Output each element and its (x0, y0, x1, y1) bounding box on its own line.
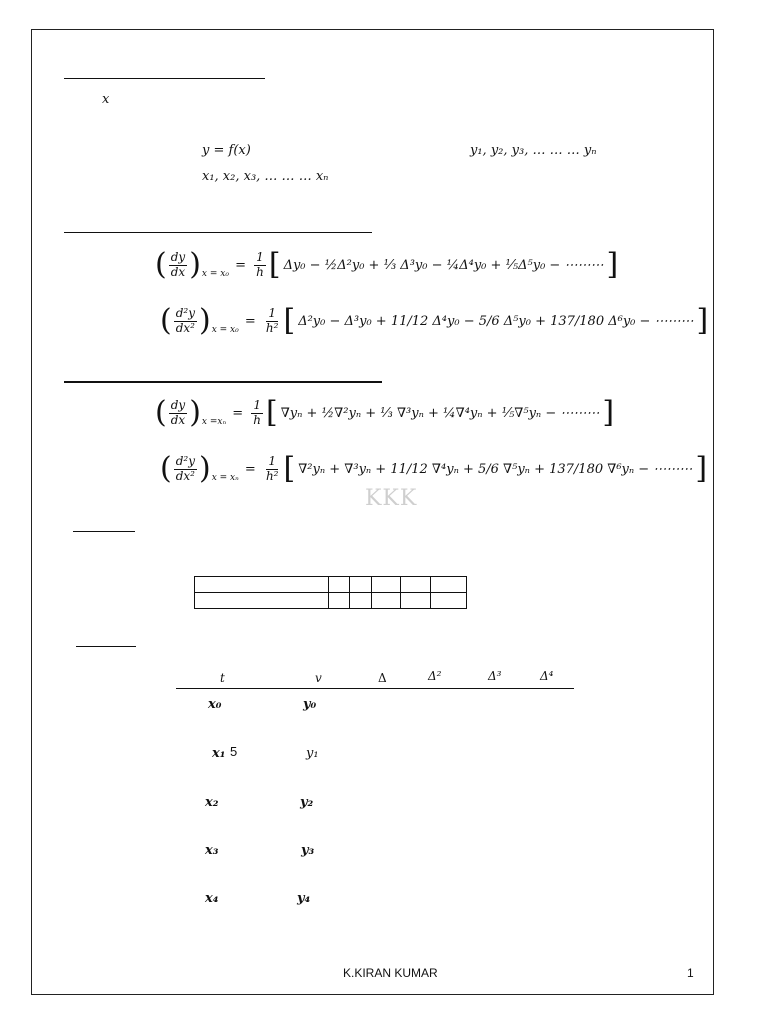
page-frame (31, 29, 714, 995)
fwd1-coef-num: 1 (256, 250, 264, 265)
table-cell (401, 577, 431, 593)
diff-header-t: t (220, 671, 225, 685)
backward-second-derivative: ( $\frac{\text{d²y}}{\text{dx²}}$ ) x = xₙ = $\frac{1}{\text{h²}}$ [ ∇²yₙ + ∇³yₙ + 11/12 ∇⁴yₙ + 5/6 ∇⁵yₙ + 137/180 ∇⁶yₙ − ⋯⋯⋯ ] (160, 451, 708, 486)
fwd2-lhs-den: dx² (175, 320, 195, 335)
diff-row-3-x: x₃ (205, 843, 219, 858)
table-row (195, 593, 467, 609)
backward-first-derivative: ( $\frac{dy}{dx}$ ) x =xₙ = $\frac{1}{h}$ [ ∇yₙ + ½∇²yₙ + ⅓ ∇³yₙ + ¼∇⁴yₙ + ⅕∇⁵yₙ − ⋯⋯⋯ ] (155, 395, 615, 430)
fwd1-body: Δy₀ − ½Δ²y₀ + ⅓ Δ³y₀ − ¼Δ⁴y₀ + ⅕Δ⁵y₀ − ⋯⋯⋯ (283, 257, 604, 273)
heading-underline-3 (64, 381, 382, 383)
fwd2-body: Δ²y₀ − Δ³y₀ + 11/12 Δ⁴y₀ − 5/6 Δ⁵y₀ + 137/180 Δ⁶y₀ − ⋯⋯⋯ (298, 313, 694, 329)
heading-underline-1 (64, 78, 265, 79)
fwd2-lhs-sub: x = x₀ (211, 325, 239, 335)
watermark: KKK (365, 486, 418, 511)
bwd1-coef-den: h (253, 412, 262, 427)
diff-table-header-rule (176, 688, 574, 689)
page-number: 1 (687, 966, 694, 980)
table-cell (329, 577, 350, 593)
fwd1-coef-den: h (256, 264, 264, 279)
intro-function: y = f(x) (202, 143, 251, 158)
table-cell (195, 593, 329, 609)
diff-row-0-y: y₀ (303, 697, 317, 712)
diff-header-delta3: Δ³ (488, 669, 502, 683)
bwd1-lhs-num: dy (170, 398, 186, 413)
diff-header-delta4: Δ⁴ (540, 669, 554, 683)
heading-underline-2 (64, 232, 372, 233)
table-cell (372, 593, 401, 609)
intro-x-values: x₁, x₂, x₃, … … … xₙ (202, 169, 329, 184)
empty-data-table (194, 576, 467, 609)
bwd2-coef-den: h² (265, 468, 279, 483)
table-cell (431, 577, 467, 593)
fwd2-coef-num: 1 (268, 306, 277, 321)
fwd1-lhs-den: dx (170, 264, 186, 279)
bwd1-lhs-sub: x =xₙ (201, 417, 227, 427)
table-cell (329, 593, 350, 609)
table-cell (372, 577, 401, 593)
bwd1-coef-num: 1 (253, 398, 261, 413)
footer-author: K.KIRAN KUMAR (343, 966, 438, 980)
table-row (195, 577, 467, 593)
bwd2-coef-num: 1 (268, 454, 277, 469)
fwd1-lhs-num: dy (170, 250, 186, 265)
table-cell (195, 577, 329, 593)
diff-row-2-y: y₂ (300, 795, 314, 810)
diff-row-4-x: x₄ (205, 891, 219, 906)
heading-underline-5 (76, 646, 136, 647)
diff-row-1-y: y₁ (306, 746, 319, 761)
diff-row-3-y: y₃ (301, 843, 315, 858)
table-cell (431, 593, 467, 609)
fwd2-coef-den: h² (265, 320, 279, 335)
diff-row-2-x: x₂ (205, 795, 219, 810)
bwd2-lhs-sub: x = xₙ (211, 473, 239, 483)
heading-underline-4 (73, 531, 135, 532)
forward-first-derivative: ( $\frac{dy}{dx}$ ) x = x₀ = $\frac{1}{h}$ [ Δy₀ − ½Δ²y₀ + ⅓ Δ³y₀ − ¼Δ⁴y₀ + ⅕Δ⁵y₀ − ⋯⋯⋯ ] (155, 247, 619, 282)
table-cell (350, 577, 372, 593)
fwd1-lhs-sub: x = x₀ (201, 269, 229, 279)
diff-row-1-x: x₁ (212, 746, 226, 761)
bwd1-lhs-den: dx (170, 412, 186, 427)
fwd2-lhs-num: d²y (175, 306, 195, 321)
table-cell (350, 593, 372, 609)
diff-header-delta1: Δ (378, 671, 387, 685)
diff-header-delta2: Δ² (428, 669, 442, 683)
diff-row-1-extra: 5 (230, 744, 238, 759)
bwd1-body: ∇yₙ + ½∇²yₙ + ⅓ ∇³yₙ + ¼∇⁴yₙ + ⅕∇⁵yₙ − ⋯⋯⋯ (280, 405, 600, 421)
bwd2-lhs-num: d²y (175, 454, 195, 469)
diff-row-4-y: y₄ (297, 891, 311, 906)
bwd2-body: ∇²yₙ + ∇³yₙ + 11/12 ∇⁴yₙ + 5/6 ∇⁵yₙ + 137/180 ∇⁶yₙ − ⋯⋯⋯ (298, 461, 693, 477)
table-cell (401, 593, 431, 609)
diff-header-v: v (315, 671, 322, 685)
intro-var-x: x (102, 92, 110, 107)
intro-y-values: y₁, y₂, y₃, … … … yₙ (470, 143, 597, 158)
bwd2-lhs-den: dx² (175, 468, 195, 483)
forward-second-derivative: ( $\frac{\text{d²y}}{\text{dx²}}$ ) x = x₀ = $\frac{1}{\text{h²}}$ [ Δ²y₀ − Δ³y₀ + 11/12 Δ⁴y₀ − 5/6 Δ⁵y₀ + 137/180 Δ⁶y₀ − ⋯⋯⋯ ] (160, 303, 709, 338)
diff-row-0-x: x₀ (208, 697, 222, 712)
